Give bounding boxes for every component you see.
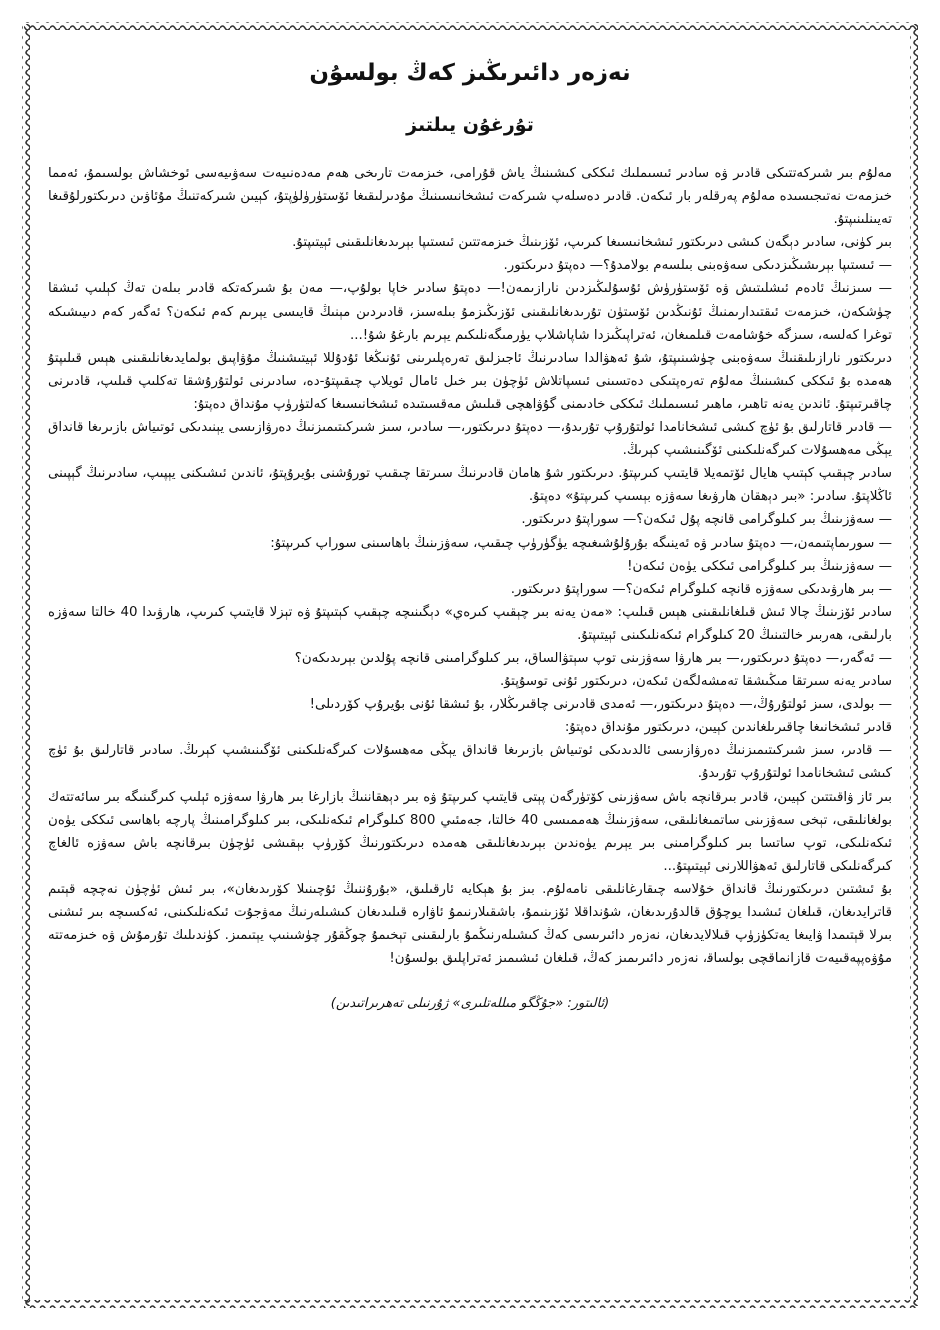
paragraph: ﺑﯩﺮ ﻛﯜﻧﻰ، ﺳﺎﺩﯨﺮ ﺩﯦﮕﻪﻥ ﻛﯩﺸﻰ ﺩﯨﺮﯨﻜﺘﻮﺭ ﺋﯩﺸﺨﺎﻧﯩﺴﯩﻐﺎ ﻛﯩﺮﯨﭗ، ﺋﯚﺯﯨﻨﯩﯔ ﺧﯩﺰﻣﻪﺗﺘﯩﻦ ﺋﯩﺴﺘﯩﭙﺎ ﺑﯧﺮﯨﺪﯨﻐﺎﻧﻠﯩﻘﯩﻨﻰ ﺋﯧﻴﺘﯩﭙﺘﯘ. [292,235,892,251]
paragraph: ﺳﺎﺩﯨﺮ ﺋﯚﺯﯨﻨﯩﯔ ﭼﺎﻻ ﺋﯩﺶ ﻗﯩﻠﻐﺎﻧﻠﯩﻘﯩﻨﻰ ﮬﯧﺲ ﻗﯩﻠﯩﭗ: «ﻣﻪﻥ ﻳﻪﻧﻪ ﺑﯩﺮ ﭼﯧﻘﯩﭗ ﻛﯩﺮﻩﻱ» ﺩﯦﮕﯩﻨﯩﭽﻪ ﭼﯧﻘﯩﭗ ﻛﯧﺘﯩﭙﺘﯘ ﯞﻩ ﺗﯧﺰﻻ ﻗﺎﻳﺘﯩﭗ ﻛﯩﺮﯨﭗ، ﮬﺎﺭﯞﯨﺪﺍ 40 ﺧﺎﻟﺘﺎ ﺳﻪﯞﺯﻩ ﺑﺎﺭﻟﯩﻘﻰ، ﮬﻪﺭﺑﯩﺮ ﺧﺎﻟﺘﯩﻨﯩﯔ 20 ﻛﯩﻠﻮﮔﺮﺍﻡ ﺋﯩﻜﻪﻧﻠﯩﻜﯩﻨﻰ ﺋﯧﻴﺘﯩﭙﺘﯘ. [48,604,893,643]
source-note: (ئالىتور: «جۇڭگو مىللەتلىرى» ژۇرنىلى تەھرىراتىدىن) [330,996,610,1012]
paragraph: ﺳﺎﺩﯨﺮ ﭼﯧﻘﯩﭗ ﻛﯧﺘﯩﭗ ﮬﺎﻳﺎﻝ ﺋﯚﺗﻤﻪﻳﻼ ﻗﺎﻳﺘﯩﭗ ﻛﯩﺮﯨﭙﺘﯘ. ﺩﯨﺮﯨﻜﺘﻮﺭ ﺷﯘ ﮬﺎﻣﺎﻥ ﻗﺎﺩﯨﺮﻧﯩﯔ ﺳﯩﺮﺗﻘﺎ ﭼﯩﻘﯩﭗ ﺗﻮﺭﯗﺷﻨﻰ ﺑﯘﻳﺮﯗﭘﺘﯘ، ﺋﺎﻧﺪﯨﻦ ﺋﯩﺸﯩﻜﻨﻰ ﻳﯧﭙﯩﭗ، ﺳﺎﺩﯨﺮﻧﯩﯔ ﮔﯧﭙﯩﻨﻰ ﺋﺎﯕﻼﭘﺘﯘ. ﺳﺎﺩﯨﺮ: «ﺑﯩﺮ ﺩﯦﮬﻘﺎﻥ ﮬﺎﺭﯞﯨﻐﺎ ﺳﻪﯞﺯﻩ ﺑﯧﺴﯩﭗ ﻛﯩﺮﯨﭙﺘﯘ» ﺩﻩﭘﺘﯘ. [48,466,892,505]
paragraph: ﺑﯩﺮ ﺋﺎﺯ ﯞﺍﻗﯩﺘﺘﯩﻦ ﻛﯧﻴﯩﻦ، ﻗﺎﺩﯨﺮ ﺑﯩﺮﻗﺎﻧﭽﻪ ﺑﺎﺵ ﺳﻪﯞﺯﯨﻨﻰ ﻛﯚﺗﯜﺭﮔﻪﻥ ﭘﯧﺘﻰ ﻗﺎﻳﺘﯩﭗ ﻛﯩﺮﯨﭙﺘﯘ ﯞﻩ ﺑﯩﺮ ﺩﯦﮬﻘﺎﻧﻨﯩﯔ ﺑﺎﺯﺍﺭﻏﺎ ﺑﯩﺮ ﮬﺎﺭﯞﺍ ﺳﻪﯞﺯﻩ ﺋﯧﻠﯩﭗ ﻛﯩﺮﮔﯩﻨﯩﮕﻪ ﺑﯩﺮ ﺳﺎﺋﻪﺗﺘﻪﻙ ﺑﻮﻟﻐﺎﻧﻠﯩﻘﻰ، ﺗﯧﺨﻰ ﺳﻪﯞﺯﯨﻨﻰ ﺳﺎﺗﻤﯩﻐﺎﻧﻠﯩﻘﻰ، ﺳﻪﯞﺯﯨﻨﯩﯔ ﮬﻪﻣﻤﯩﺴﻰ 40 ﺧﺎﻟﺘﺎ، ﺟﻪﻣﺌﯩﻲ 800 ﻛﯩﻠﻮﮔﺮﺍﻡ ﺋﯩﻜﻪﻧﻠﯩﻜﻰ، ﺑﯩﺮ ﻛﯩﻠﻮﮔﺮﺍﻣﯩﻨﯩﯔ ﭘﺎﺭﭼﻪ ﺑﺎﮬﺎﺳﻰ ﺋﯩﻜﻜﻰ ﻳﯜﻩﻥ ﺋﯩﻜﻪﻧﻠﯩﻜﻰ، ﺗﻮﭖ ﺳﺎﺗﺴﺎ ﺑﯩﺮ ﻛﯩﻠﻮﮔﺮﺍﻣﯩﻨﻰ ﺑﯩﺮ ﻳﯧﺮﯨﻢ ﻳﯜﻩﻧﺪﯨﻦ ﺑﯧﺮﯨﺪﯨﻐﺎﻧﻠﯩﻘﻰ ﮬﻪﻣﺪﻩ ﺩﯨﺮﯨﻜﺘﻮﺭﻧﯩﯔ ﻛﯚﺭﯛﭖ ﺑﯧﻘﯩﺸﻰ ﺋﯜﭼﯜﻥ ﺑﯩﺮﻗﺎﻧﭽﻪ ﺑﺎﺵ ﺳﻪﯞﺯﻩ ﺋﺎﻟﻐﺎﭺ ﻛﯩﺮﮔﻪﻧﻠﯩﻜﻰ ﻗﺎﺗﺎﺭﻟﯩﻖ ﺋﻪﮬﯟﺍﻟﻼﺭﻧﻰ ﺋﯧﻴﺘﯩﭙﺘﯘ... [48,789,892,874]
article [48,52,892,1290]
paragraph: — ﺳﻮﺭﯨﻤﺎﭘﺘﯩﻤﻪﻥ،— ﺩﻩﭘﺘﯘ ﺳﺎﺩﯨﺮ ﯞﻩ ﺋﻪﻳﻨﯩﮕﻪ ﺑﯘﺭﯗﻟﯘﺷﯩﻐﯩﭽﻪ ﻳﯜﮔﯜﺭﯛﭖ ﭼﯩﻘﯩﭗ، ﺳﻪﯞﺯﯨﻨﯩﯔ ﺑﺎﮬﺎﺳﯩﻨﻰ ﺳﻮﺭﺍﭖ ﻛﯩﺮﯨﭙﺘﯘ: [270,535,892,551]
paragraph: ﺑﯘ ﺋﯩﺸﺘﯩﻦ ﺩﯨﺮﯨﻜﺘﻮﺭﻧﯩﯔ ﻗﺎﻧﺪﺍﻕ ﺧﯘﻻﺳﻪ ﭼﯩﻘﺎﺭﻏﺎﻧﻠﯩﻘﻰ ﻧﺎﻣﻪﻟﯘﻡ. ﺑﯩﺰ ﺑﯘ ﮬﯧﻜﺎﻳﻪ ﺋﺎﺭﻗﯩﻠﯩﻖ، «ﺑﯘﺭﯗﻧﻨﯩﯔ ﺋﯘﭼﯩﻨﯩﻼ ﻛﯚﺭﯨﺪﯨﻐﺎﻥ»، ﺑﯩﺮ ﺋﯩﺶ ﺋﯜﭼﯜﻥ ﻧﻪﭼﭽﻪ ﻗﯧﺘﯩﻢ ﻗﺎﺗﺮﺍﻳﺪﯨﻐﺎﻥ، ﻗﯩﻠﻐﺎﻥ ﺋﯩﺸﯩﺪﺍ ﻳﻮﭼﯘﻕ ﻗﺎﻟﺪﯗﺭﯨﺪﯨﻐﺎﻥ، ﺷﯘﻧﺪﺍﻗﻼ ﺋﯚﺯﯨﻨﯩﻤﯘ، ﺑﺎﺷﻘﯩﻼﺭﻧﯩﻤﯘ ﺋﺎﯞﺍﺭﻩ ﻗﯩﻠﯩﺪﯨﻐﺎﻥ ﻛﯩﺸﯩﻠﻪﺭﻧﯩﯔ ﻣﻪﯞﺟﯘﺕ ﺋﯩﻜﻪﻧﻠﯩﻜﯩﻨﻰ، ﺋﻪﻛﺴﯩﭽﻪ ﺑﯩﺮ ﺋﯩﺸﻨﻰ ﺑﯩﺮﻻ ﻗﯧﺘﯩﻤﺪﺍ ﯞﺍﻳﯩﻐﺎ ﻳﻪﺗﻜﯜﺯﯛﭖ ﻗﯩﻼﻻﻳﺪﯨﻐﺎﻥ، ﻧﻪﺯﻩﺭ ﺩﺍﺋﯩﺮﯨﺴﻰ ﻛﻪﯓ ﻛﯩﺸﯩﻠﻪﺭﻧﯩﯖﻤﯘ ﺑﺎﺭﻟﯩﻘﯩﻨﻰ ﺗﯧﺨﯩﻤﯘ ﭼﻮﯕﻘﯘﺭ ﭼﯜﺷﯩﻨﯩﭗ ﻳﯧﺘﯩﻤﯩﺰ. ﻛﯜﻧﺪﯨﻠﯩﻚ ﺗﯘﺭﻣﯘﺵ ﯞﻩ ﺧﯩﺰﻣﻪﺗﺘﻪ ﻣﯘﯞﻩﭘﭙﻪﻗﯩﻴﻪﺕ ﻗﺎﺯﺍﻧﻤﺎﻗﭽﻰ ﺑﻮﻟﺴﺎﻗ، ﻧﻪﺯﻩﺭ ﺩﺍﺋﯩﺮﯨﻤﯩﺰ ﻛﻪﯓ، ﻗﯩﻠﻐﺎﻥ ﺋﯩﺸﯩﻤﯩﺰ ﺋﻪﺗﺮﺍﭘﻠﯩﻖ ﺑﻮﻟﺴﯘﻥ! [48,881,892,967]
paragraph: — ﺋﻪﮔﻪﺭ،— ﺩﻩﭘﺘﯘ ﺩﯨﺮﯨﻜﺘﻮﺭ،— ﺑﯩﺮ ﮬﺎﺭﯞﺍ ﺳﻪﯞﺯﯨﻨﻰ ﺗﻮﭖ ﺳﯧﺘﯟﺍﻟﺴﺎﻕ، ﺑﯩﺮ ﻛﯩﻠﻮﮔﺮﺍﻣﯩﻨﻰ ﻗﺎﻧﭽﻪ ﭘﯘﻟﺪﯨﻦ ﺑﯧﺮﯨﺪﯨﻜﻪﻥ؟ [294,650,892,666]
paragraph: — ﺳﯩﺰﻧﯩﯔ ﺋﺎﺩﻩﻡ ﺋﯩﺸﻠﯩﺘﯩﺶ ﯞﻩ ﺋﯚﺳﺘﯜﺭﯛﺵ ﺋﯘﺳﯘﻟﯩﯖﯩﺰﺩﯨﻦ ﻧﺎﺭﺍﺯﯨﻤﻪﻥ!— ﺩﻩﭘﺘﯘ ﺳﺎﺩﯨﺮ ﺧﺎﭘﺎ ﺑﻮﻟﯘﭖ،— ﻣﻪﻥ ﺑﯘ ﺷﯩﺮﻛﻪﺗﻜﻪ ﻗﺎﺩﯨﺮ ﺑﯩﻠﻪﻥ ﺗﻪﯓ ﻛﯧﻠﯩﭗ ﺋﯩﺸﻘﺎ ﭼﯜﺷﻜﻪﻥ، ﺧﯩﺰﻣﻪﺕ ﺋﯩﻘﺘﯩﺪﺍﺭﯨﻤﻨﯩﯔ ﺋﯘﻧﯩﯖﺪﯨﻦ ﺋﯚﺳﺘﯜﻥ ﺗﯘﺭﯨﺪﯨﻐﺎﻧﻠﯩﻘﯩﻨﻰ ﺋﯚﺯﯨﯖﯩﺰﻣﯘ ﺑﯩﻠﻪﺳﯩﺰ، ﻗﺎﺩﯨﺮﺩﯨﻦ ﻣﯧﻨﯩﯔ ﻗﺎﻳﯩﺴﻰ ﻳﯧﺮﯨﻢ ﻛﻪﻡ ﺋﯩﻜﻪﻥ؟ ﺋﻪﮔﻪﺭ ﻛﻪﻡ ﺩﯨﻴﯩﺸﯩﻜﻪ ﺗﻮﻏﺮﺍ ﻛﻪﻟﺴﻪ، ﺳﯩﺰﮔﻪ ﺧﯘﺷﺎﻣﻪﺕ ﻗﯩﻠﻤﯩﻐﺎﻥ، ﺋﻪﺗﺮﺍﭘﯩﯖﯩﺰﺩﺍ ﺷﺎﭘﺎﺷﻼﭖ ﻳﯜﺭﻣﯩﮕﻪﻧﻠﯩﻜﯩﻢ ﻳﯧﺮﯨﻢ ﺑﺎﺭﻏﯘ ﺷﯘ!... [48,281,892,343]
article-title: نەزەر دائىرىڭىز كەڭ بولسۇن [309,60,631,86]
paragraph: — ﺑﻮﻟﺪﻯ، ﺳﯩﺰ ﺋﻮﻟﺘﯘﺭﯗﯓ،— ﺩﻩﭘﺘﯘ ﺩﯨﺮﯨﻜﺘﻮﺭ،— ﺋﻪﻣﺪﻯ ﻗﺎﺩﯨﺮﻧﻰ ﭼﺎﻗﯩﺮﯨﯖﻼﺭ، ﺑﯘ ﺋﯩﺸﻘﺎ ﺋﯘﻧﻰ ﺑﯘﻳﺮﯗﭖ ﻛﯚﺭﺩﯨﻠﻰ! [309,697,892,713]
paragraph: ﻣﻪﻟﯘﻡ ﺑﯩﺮ ﺷﯩﺮﻛﻪﺗﺘﯩﻜﻰ ﻗﺎﺩﯨﺮ ﯞﻩ ﺳﺎﺩﯨﺮ ﺋﯩﺴﯩﻤﻠﯩﻚ ﺋﯩﻜﻜﻰ ﻛﯩﺸﯩﻨﯩﯔ ﻳﺎﺵ ﻗﯘﺭﺍﻣﻰ، ﺧﯩﺰﻣﻪﺕ ﺗﺎﺭﯨﺨﻰ ﮬﻪﻡ ﻣﻪﺩﻩﻧﯩﻴﻪﺕ ﺳﻪﯞﯨﻴﻪﺳﻰ ﺋﻮﺧﺸﺎﺵ ﺑﻮﻟﺴﯩﻤﯘ، ﺋﻪﻣﻤﺎ ﺧﯩﺰﻣﻪﺕ ﻧﻪﺗﯩﺠﯩﺴﯩﺪﻩ ﻣﻪﻟﯘﻡ ﭘﻪﺭﻗﻠﻪﺭ ﺑﺎﺭ ﺋﯩﻜﻪﻥ. ﻗﺎﺩﯨﺮ ﺩﻩﺳﻠﻪﭖ ﺷﯩﺮﻛﻪﺕ ﺋﯩﺸﺨﺎﻧﯩﺴﯩﻨﯩﯔ ﻣﯘﺩﯨﺮﻟﯩﻘﯩﻐﺎ ﺋﯚﺳﺘﯜﺭﯛﻟﯜﭘﺘﯘ، ﻛﯧﻴﯩﻦ ﺷﯩﺮﻛﻪﺗﻨﯩﯔ ﻣﯘﺋﺎﯞﯨﻦ ﺩﯨﺮﯨﻜﺘﻮﺭﻟﯘﻗﯩﻐﺎ ﺗﻪﻳﯩﻨﻠﯩﻨﯩﭙﺘﯘ. [48,166,892,228]
paragraph: — ﺑﯩﺮ ﮬﺎﺭﯞﯨﺪﯨﻜﻰ ﺳﻪﯞﺯﻩ ﻗﺎﻧﭽﻪ ﻛﯩﻠﻮﮔﺮﺍﻡ ﺋﯩﻜﻪﻥ؟— ﺳﻮﺭﺍﭘﺘﯘ ﺩﯨﺮﯨﻜﺘﻮﺭ. [510,581,892,597]
article-author: تۇرغۇن يىلتىز [406,114,534,136]
paragraph: — ﻗﺎﺩﯨﺮ ﻗﺎﺗﺎﺭﻟﯩﻖ ﺑﯘ ﺋﯜﭺ ﻛﯩﺸﻰ ﺋﯩﺸﺨﺎﻧﺎﻣﺪﺍ ﺋﻮﻟﺘﯘﺭﯗﭖ ﺗﯘﺭﯨﺪﯗ،— ﺩﻩﭘﺘﯘ ﺩﯨﺮﯨﻜﺘﻮﺭ،— ﺳﺎﺩﯨﺮ، ﺳﯩﺰ ﺷﯩﺮﻛﯩﺘﯩﻤﯩﺰﻧﯩﯔ ﺩﻩﺭﯞﺍﺯﯨﺴﻰ ﻳﯧﻨﯩﺪﯨﻜﻰ ﺋﻮﺗﯩﻴﺎﺵ ﺑﺎﺯﯨﺮﯨﻐﺎ ﻗﺎﻧﺪﺍﻕ ﻳﯧﯖﻰ ﻣﻪﮬﺴﯘﻻﺕ ﻛﯩﺮﮔﻪﻧﻠﯩﻜﯩﻨﻰ ﺋﯚﮔﯩﻨﯩﺸﯩﭗ ﻛﯧﺮﯨﯔ. [48,420,892,459]
paragraph: ﺳﺎﺩﯨﺮ ﻳﻪﻧﻪ ﺳﯩﺮﺗﻘﺎ ﻣﯩﯖﯩﺸﻘﺎ ﺗﻪﻣﺸﻪﻟﮕﻪﻥ ﺋﯩﻜﻪﻥ، ﺩﯨﺮﯨﻜﺘﻮﺭ ﺋﯘﻧﻰ ﺗﻮﺳﯘﭘﺘﯘ. [500,674,892,690]
paragraph: — ﺋﯩﺴﺘﯩﭙﺎ ﺑﯧﺮﯨﺸﯩﯖﯩﺰﺩﯨﻜﻰ ﺳﻪﯞﻩﺑﻨﻰ ﺑﯩﻠﺴﻪﻡ ﺑﻮﻻﻣﺪﯗ؟— ﺩﻩﭘﺘﯘ ﺩﯨﺮﯨﻜﺘﻮﺭ. [503,258,892,274]
paragraph: ﻗﺎﺩﯨﺮ ﺋﯩﺸﺨﺎﻧﯩﻐﺎ ﭼﺎﻗﯩﺮﯨﻠﻐﺎﻧﺪﯨﻦ ﻛﯧﻴﯩﻦ، ﺩﯨﺮﯨﻜﺘﻮﺭ ﻣﯘﻧﺪﺍﻕ ﺩﻩﭘﺘﯘ: [564,720,892,736]
paragraph: — ﻗﺎﺩﯨﺮ، ﺳﯩﺰ ﺷﯩﺮﻛﯩﺘﯩﻤﯩﺰﻧﯩﯔ ﺩﻩﺭﯞﺍﺯﯨﺴﻰ ﺋﺎﻟﺪﯨﺪﯨﻜﻰ ﺋﻮﺗﯩﻴﺎﺵ ﺑﺎﺯﯨﺮﯨﻐﺎ ﻗﺎﻧﺪﺍﻕ ﻳﯧﯖﻰ ﻣﻪﮬﺴﯘﻻﺕ ﻛﯩﺮﮔﻪﻧﻠﯩﻜﯩﻨﻰ ﺋﯚﮔﯩﻨﯩﺸﯩﭗ ﻛﯧﺮﯨﯔ. ﺳﺎﺩﯨﺮ ﻗﺎﺗﺎﺭﻟﯩﻖ ﺑﯘ ﺋﯜﭺ ﻛﯩﺸﻰ ﺋﯩﺸﺨﺎﻧﺎﻣﺪﺍ ﺋﻮﻟﺘﯘﺭﯗﭖ ﺗﯘﺭﯨﺪﯗ. [48,743,892,782]
paragraph: — ﺳﻪﯞﺯﯨﻨﯩﯔ ﺑﯩﺮ ﻛﯩﻠﻮﮔﺮﺍﻣﻰ ﺋﯩﻜﻜﻰ ﻳﯜﻩﻥ ﺋﯩﻜﻪﻥ! [627,558,892,574]
paragraph: — ﺳﻪﯞﺯﯨﻨﯩﯔ ﺑﯩﺮ ﻛﯩﻠﻮﮔﺮﺍﻣﻰ ﻗﺎﻧﭽﻪ ﭘﯘﻝ ﺋﯩﻜﻪﻥ؟— ﺳﻮﺭﺍﭘﺘﯘ ﺩﯨﺮﯨﻜﺘﻮﺭ. [521,512,892,528]
article-body [48,162,892,970]
paragraph: ﺩﯨﺮﯨﻜﺘﻮﺭ ﻧﺎﺭﺍﺯﯨﻠﯩﻘﻨﯩﯔ ﺳﻪﯞﻩﺑﻨﻰ ﭼﯜﺷﯩﻨﯩﭙﺘﯘ، ﺷﯘ ﺋﻪﮬﯟﺍﻟﺪﺍ ﺳﺎﺩﯨﺮﻧﯩﯔ ﺋﺎﺟﯩﺰﻟﯩﻖ ﺗﻪﺭﻩﭘﻠﯩﺮﯨﻨﻰ ﺋﯘﻧﯩﯖﻐﺎ ﺋﯘﺩﯗﻟﻼ ﺋﯧﻴﺘﯩﺸﻨﯩﯔ ﻣﯘﯞﺍﭘﯩﻖ ﺑﻮﻟﻤﺎﻳﺪﯨﻐﺎﻧﻠﯩﻘﯩﻨﻰ ﮬﯧﺲ ﻗﯩﻠﯩﭙﺘﯘ ﮬﻪﻣﺪﻩ ﺑﯘ ﺋﯩﻜﻜﻰ ﻛﯩﺸﯩﻨﯩﯔ ﻣﻪﻟﯘﻡ ﺗﻪﺭﻩﭘﺘﯩﻜﻰ ﺩﻩﺗﺴﯩﻨﻰ ﺋﯩﺴﭙﺎﺗﻼﺵ ﺋﯜﭼﯜﻥ ﺑﯩﺮ ﺧﯩﻞ ﺋﺎﻣﺎﻝ ﺋﻮﻳﻼﭖ ﭼﯩﻘﯩﭙﺘﯘ-ﺩﻩ، ﺳﺎﺩﯨﺮﻧﻰ ﺋﻮﻟﺘﯘﺭﯗﺷﻘﺎ ﺗﻪﻛﻠﯩﭗ ﻗﯩﻠﯩﭗ، ﻗﺎﺩﯨﺮﻧﻰ ﭼﺎﻗﯩﺮﺗﯩﭙﺘﯘ. ﺋﺎﻧﺪﯨﻦ ﻳﻪﻧﻪ ﺗﺎﮬﯩﺮ، ﻣﺎﮬﯩﺮ ﺋﯩﺴﯩﻤﻠﯩﻚ ﺋﯩﻜﻜﻰ ﺧﺎﺩﯨﻤﻨﻰ ﮔﯘﯞﺍﮬﭽﻰ ﻗﯩﻠﯩﺶ ﻣﻪﻗﺴﯩﺘﯩﺪﻩ ﺋﯩﺸﺨﺎﻧﯩﺴﯩﻐﺎ ﻛﻪﻟﺘﯜﺭﯛﭖ ﻣﯘﻧﺪﺍﻕ ﺩﻩﭘﺘﯘ: [48,350,892,412]
